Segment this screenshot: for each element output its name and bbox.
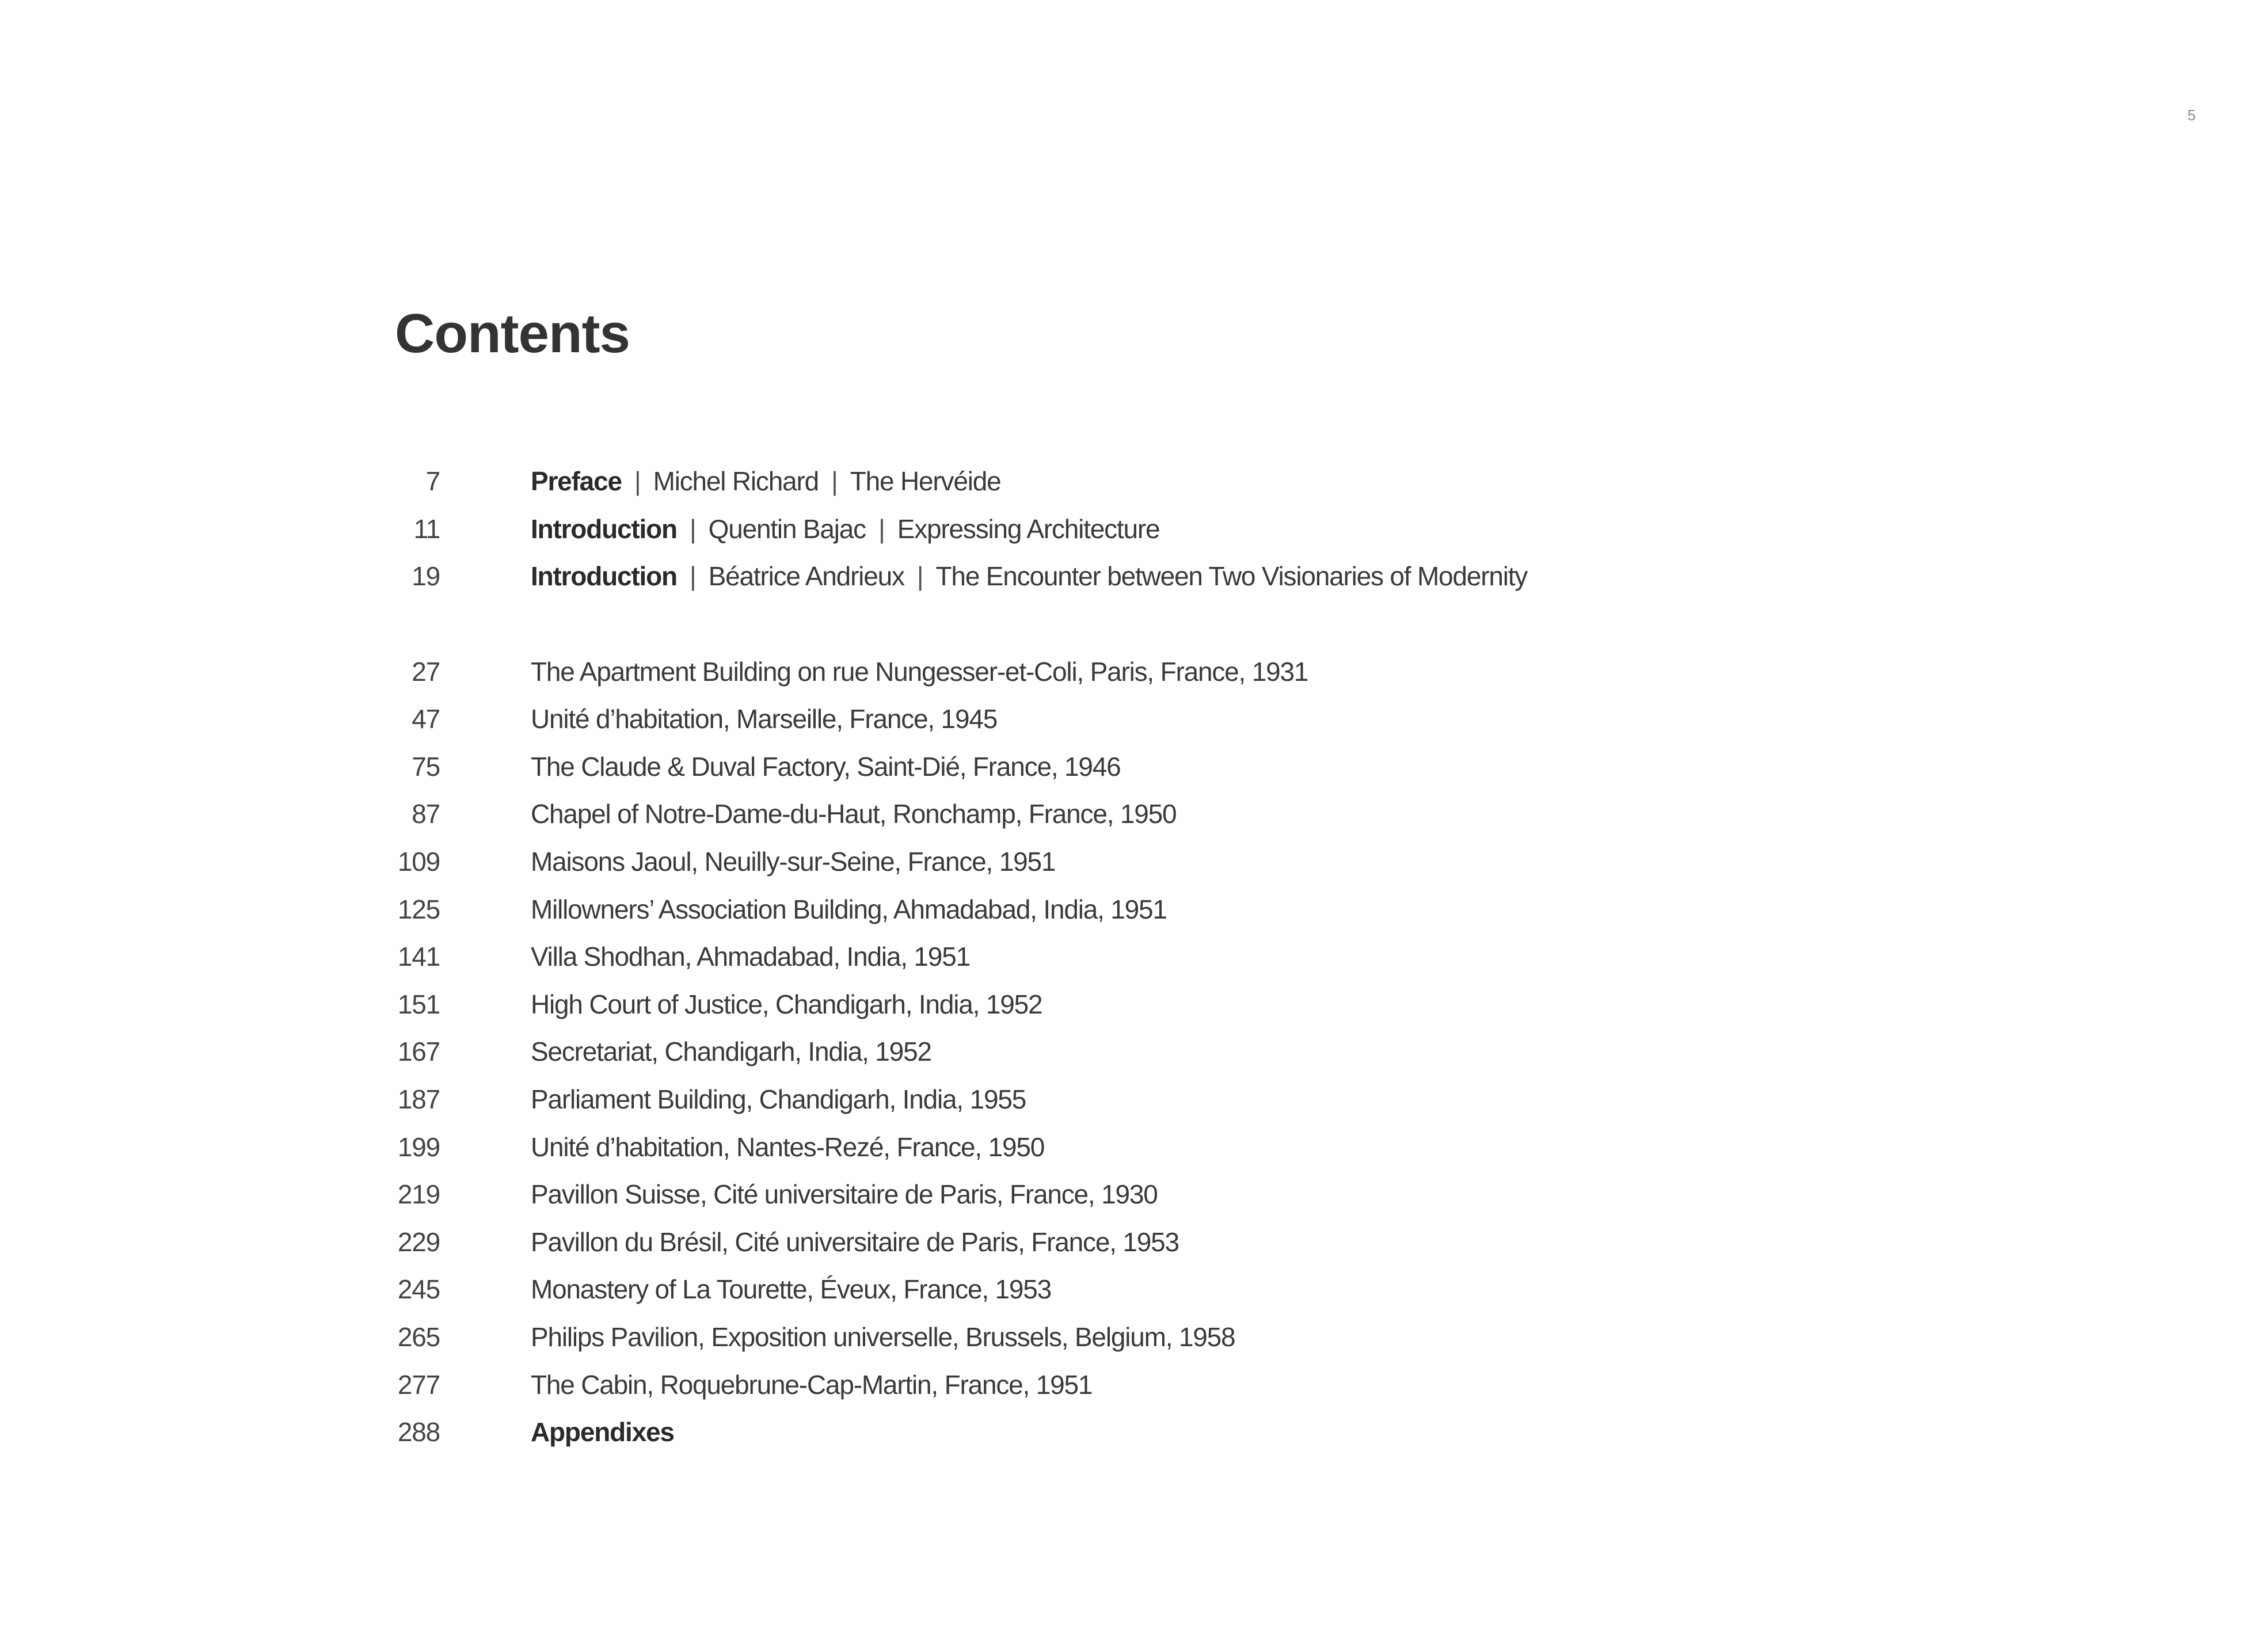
toc-page-number: 245 bbox=[397, 1274, 440, 1305]
separator: | bbox=[634, 466, 641, 497]
toc-entry-subtitle: Expressing Architecture bbox=[897, 513, 1160, 544]
toc-entry[interactable] bbox=[0, 1028, 2268, 1076]
toc-entry-author: Béatrice Andrieux bbox=[708, 561, 904, 592]
toc-entry-label: Introduction bbox=[531, 513, 677, 544]
toc-entry-text: Chapel of Notre-Dame-du-Haut, Ronchamp, France, 1950 bbox=[531, 799, 1177, 829]
toc-page-number: 75 bbox=[412, 751, 440, 782]
toc-page-number: 109 bbox=[397, 847, 440, 877]
toc-entry-text: Monastery of La Tourette, Éveux, France, 1953 bbox=[531, 1274, 1052, 1305]
page-title: Contents bbox=[395, 303, 630, 364]
toc-entry[interactable] bbox=[0, 1266, 2268, 1313]
toc-entry-front[interactable] bbox=[0, 553, 2268, 600]
toc-entry[interactable] bbox=[0, 790, 2268, 838]
toc-entry-label: Preface bbox=[531, 466, 622, 497]
toc-entry-text: The Apartment Building on rue Nungesser-et-Coli, Paris, France, 1931 bbox=[531, 656, 1308, 687]
separator: | bbox=[689, 513, 696, 544]
toc-page-number: 7 bbox=[425, 466, 440, 497]
toc-entry-text bbox=[531, 513, 1159, 544]
toc-entry[interactable] bbox=[0, 838, 2268, 886]
toc-entry-front[interactable] bbox=[0, 458, 2268, 505]
toc-entry-author: Quentin Bajac bbox=[708, 513, 866, 544]
page-number: 5 bbox=[2187, 106, 2196, 124]
toc-entry-appendixes[interactable] bbox=[0, 1408, 2268, 1456]
toc-page-number: 199 bbox=[397, 1132, 440, 1162]
toc-entry-text: Secretariat, Chandigarh, India, 1952 bbox=[531, 1037, 931, 1067]
toc-page-number: 27 bbox=[412, 656, 440, 687]
toc-entry-label: Introduction bbox=[531, 561, 677, 592]
toc-entry-label: Appendixes bbox=[531, 1417, 674, 1447]
toc-entry[interactable] bbox=[0, 1313, 2268, 1361]
toc-page-number: 219 bbox=[397, 1179, 440, 1210]
toc-page-number: 187 bbox=[397, 1084, 440, 1115]
toc-page-number: 288 bbox=[397, 1417, 440, 1447]
toc-entry[interactable] bbox=[0, 647, 2268, 695]
toc-entry-text: Maisons Jaoul, Neuilly-sur-Seine, France, 1951 bbox=[531, 847, 1056, 877]
toc-entry[interactable] bbox=[0, 885, 2268, 933]
separator: | bbox=[831, 466, 838, 497]
toc-entry[interactable] bbox=[0, 1076, 2268, 1123]
toc-page-number: 19 bbox=[412, 561, 440, 592]
toc-entry-text: Parliament Building, Chandigarh, India, 1955 bbox=[531, 1084, 1026, 1115]
toc-page-number: 125 bbox=[397, 894, 440, 924]
toc-page-number: 277 bbox=[397, 1369, 440, 1400]
toc-entry-text: The Cabin, Roquebrune-Cap-Martin, France, 1951 bbox=[531, 1369, 1093, 1400]
toc-entry-text: Millowners’ Association Building, Ahmadabad, India, 1951 bbox=[531, 894, 1167, 924]
toc-page-number: 167 bbox=[397, 1037, 440, 1067]
toc-entry[interactable] bbox=[0, 743, 2268, 791]
toc-page-number: 11 bbox=[413, 513, 440, 544]
table-of-contents bbox=[0, 458, 2268, 1456]
toc-entry[interactable] bbox=[0, 1171, 2268, 1218]
toc-entry-subtitle: The Encounter between Two Visionaries of Modernity bbox=[935, 561, 1528, 592]
separator: | bbox=[878, 513, 885, 544]
toc-entry-text bbox=[531, 466, 1001, 497]
toc-entry-text: Unité d’habitation, Marseille, France, 1945 bbox=[531, 704, 998, 734]
toc-entry-text: Philips Pavilion, Exposition universelle, Brussels, Belgium, 1958 bbox=[531, 1321, 1235, 1352]
toc-entry[interactable] bbox=[0, 695, 2268, 743]
toc-entry-text: Villa Shodhan, Ahmadabad, India, 1951 bbox=[531, 942, 970, 972]
toc-page-number: 47 bbox=[412, 704, 440, 734]
spacer bbox=[0, 600, 2268, 648]
toc-page-number: 141 bbox=[397, 942, 440, 972]
toc-entry-text: Pavillon du Brésil, Cité universitaire de Paris, France, 1953 bbox=[531, 1226, 1179, 1257]
toc-entry[interactable] bbox=[0, 933, 2268, 981]
toc-entry-subtitle: The Hervéide bbox=[850, 466, 1001, 497]
toc-entry-front[interactable] bbox=[0, 505, 2268, 553]
toc-entry-text bbox=[531, 561, 1527, 592]
toc-entry-text: Pavillon Suisse, Cité universitaire de Paris, France, 1930 bbox=[531, 1179, 1158, 1210]
toc-entry-text: Unité d’habitation, Nantes-Rezé, France, 1950 bbox=[531, 1132, 1045, 1162]
toc-entry-text: High Court of Justice, Chandigarh, India, 1952 bbox=[531, 989, 1042, 1019]
toc-entry[interactable] bbox=[0, 1361, 2268, 1408]
toc-page-number: 151 bbox=[397, 989, 440, 1019]
toc-page-number: 87 bbox=[412, 799, 440, 829]
toc-entry-text: The Claude & Duval Factory, Saint-Dié, France, 1946 bbox=[531, 751, 1121, 782]
toc-entry[interactable] bbox=[0, 981, 2268, 1028]
toc-entry[interactable] bbox=[0, 1218, 2268, 1266]
toc-page-number: 229 bbox=[397, 1226, 440, 1257]
separator: | bbox=[916, 561, 923, 592]
toc-entry-author: Michel Richard bbox=[653, 466, 819, 497]
toc-page-number: 265 bbox=[397, 1321, 440, 1352]
separator: | bbox=[689, 561, 696, 592]
toc-entry[interactable] bbox=[0, 1123, 2268, 1171]
